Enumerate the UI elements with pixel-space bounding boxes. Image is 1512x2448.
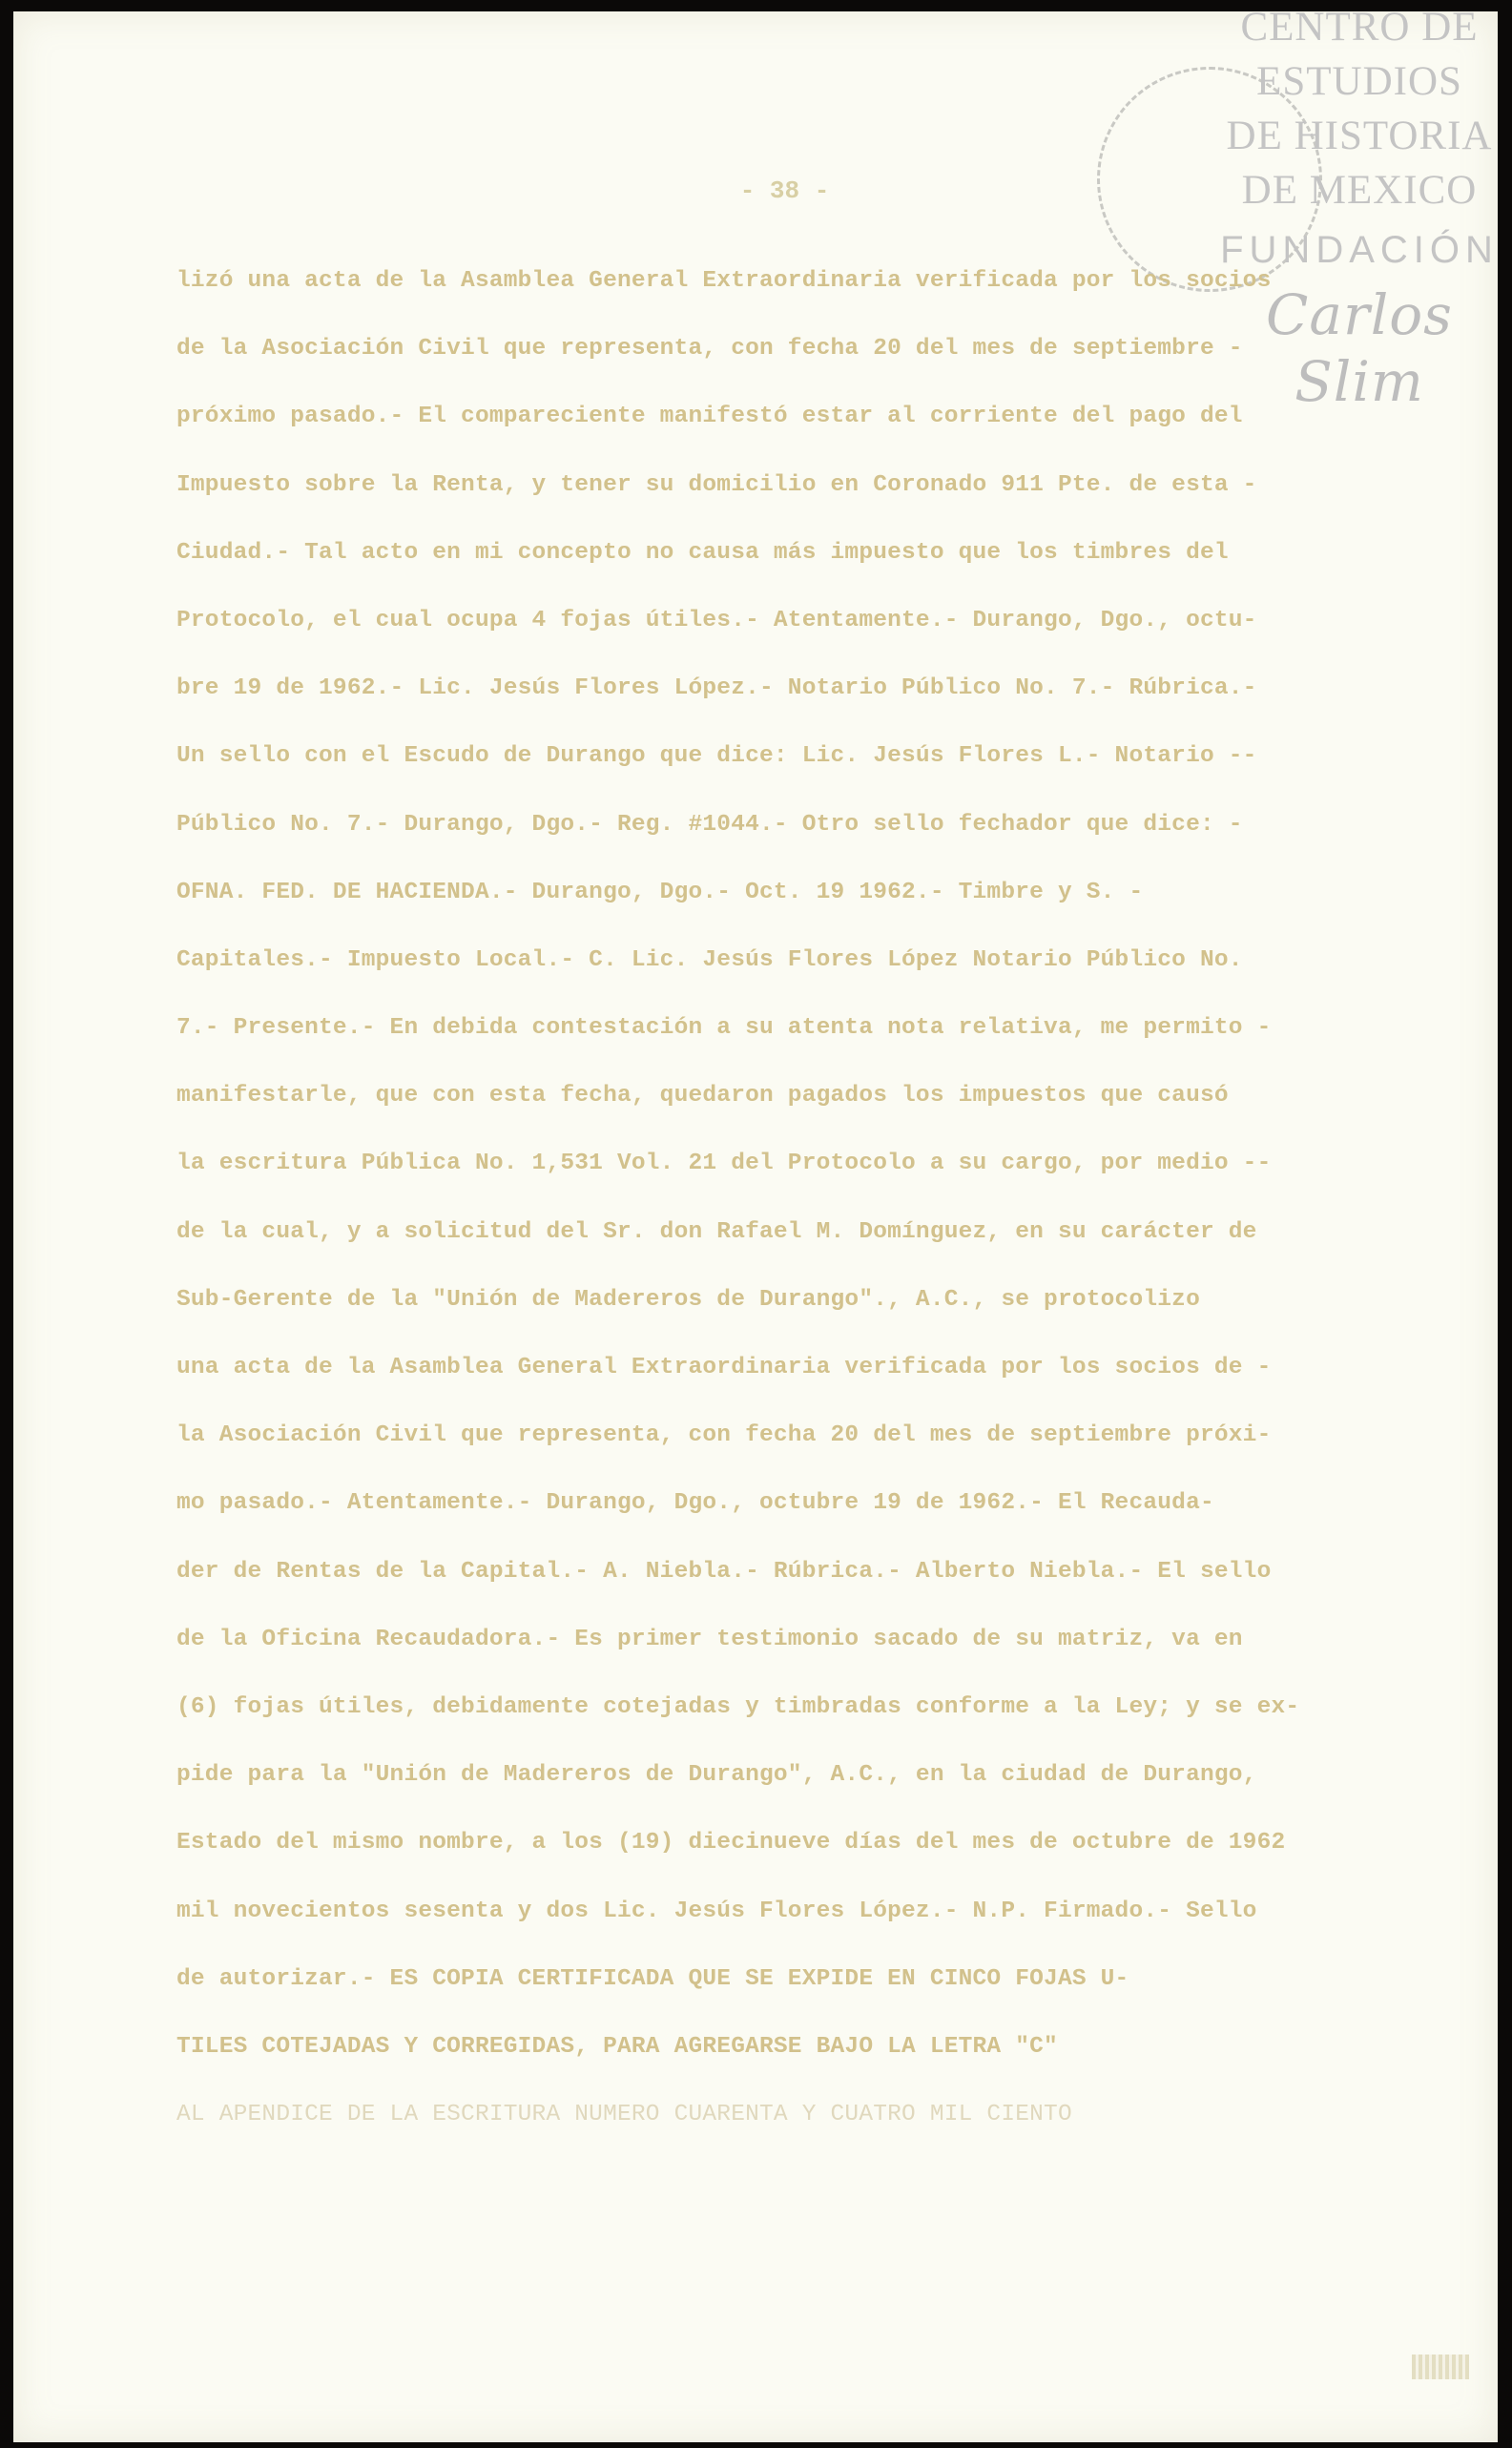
- text-line: Impuesto sobre la Renta, y tener su domicilio en Coronado 911 Pte. de esta -: [176, 471, 1257, 498]
- watermark-signature: Carlos Slim: [1266, 282, 1453, 414]
- watermark-line: FUNDACIÓN: [1220, 229, 1499, 271]
- text-line: de autorizar.- ES COPIA CERTIFICADA QUE SE EXPIDE EN CINCO FOJAS U-: [176, 1965, 1129, 1992]
- text-line: Público No. 7.- Durango, Dgo.- Reg. #1044.- Otro sello fechador que dice: -: [176, 811, 1243, 838]
- watermark-line: DE MEXICO: [1241, 168, 1478, 213]
- watermark-line: ESTUDIOS: [1256, 59, 1462, 104]
- scan-edge-mark-icon: [1412, 2355, 1469, 2379]
- text-line: Sub-Gerente de la "Unión de Madereros de Durango"., A.C., se protocolizo: [176, 1286, 1200, 1313]
- text-line: 7.- Presente.- En debida contestación a su atenta nota relativa, me permito -: [176, 1015, 1272, 1042]
- watermark-line: CENTRO DE: [1240, 5, 1479, 50]
- text-line: de la cual, y a solicitud del Sr. don Rafael M. Domínguez, en su carácter de: [176, 1218, 1257, 1245]
- text-line: la Asociación Civil que representa, con fecha 20 del mes de septiembre próxi-: [176, 1422, 1272, 1449]
- text-line: Estado del mismo nombre, a los (19) diecinueve días del mes de octubre de 1962: [176, 1830, 1286, 1857]
- text-line: Ciudad.- Tal acto en mi concepto no causa más impuesto que los timbres del: [176, 539, 1229, 566]
- text-line: manifestarle, que con esta fecha, quedaron pagados los impuestos que causó: [176, 1083, 1229, 1110]
- page-number: - 38 -: [739, 176, 830, 205]
- text-line: de la Oficina Recaudadora.- Es primer testimonio sacado de su matriz, va en: [176, 1626, 1243, 1652]
- text-line: mo pasado.- Atentamente.- Durango, Dgo., octubre 19 de 1962.- El Recauda-: [176, 1490, 1214, 1517]
- text-line: la escritura Pública No. 1,531 Vol. 21 del Protocolo a su cargo, por medio --: [176, 1151, 1272, 1177]
- text-line: de la Asociación Civil que representa, con fecha 20 del mes de septiembre -: [176, 336, 1243, 363]
- text-line: OFNA. FED. DE HACIENDA.- Durango, Dgo.- Oct. 19 1962.- Timbre y S. -: [176, 879, 1144, 905]
- text-line: der de Rentas de la Capital.- A. Niebla.- Rúbrica.- Alberto Niebla.- El sello: [176, 1558, 1272, 1585]
- document-body: [176, 258, 1398, 2159]
- text-line: bre 19 de 1962.- Lic. Jesús Flores López.- Notario Público No. 7.- Rúbrica.-: [176, 675, 1257, 702]
- text-line: (6) fojas útiles, debidamente cotejadas y timbradas conforme a la Ley; y se ex-: [176, 1693, 1300, 1720]
- text-line: pide para la "Unión de Madereros de Durango", A.C., en la ciudad de Durango,: [176, 1762, 1257, 1789]
- text-line: Protocolo, el cual ocupa 4 fojas útiles.- Atentamente.- Durango, Dgo., octu-: [176, 607, 1257, 633]
- text-line: Un sello con el Escudo de Durango que dice: Lic. Jesús Flores L.- Notario --: [176, 743, 1257, 770]
- text-line: mil novecientos sesenta y dos Lic. Jesús Flores López.- N.P. Firmado.- Sello: [176, 1898, 1257, 1924]
- text-line: próximo pasado.- El compareciente manifestó estar al corriente del pago del: [176, 404, 1243, 430]
- text-line: lizó una acta de la Asamblea General Extraordinaria verificada por los socios: [176, 268, 1272, 294]
- text-line: una acta de la Asamblea General Extraordinaria verificada por los socios de -: [176, 1355, 1272, 1380]
- text-line: TILES COTEJADAS Y CORREGIDAS, PARA AGREGARSE BAJO LA LETRA "C": [176, 2033, 1058, 2060]
- text-line: AL APENDICE DE LA ESCRITURA NUMERO CUARENTA Y CUATRO MIL CIENTO: [176, 2102, 1072, 2128]
- text-line: Capitales.- Impuesto Local.- C. Lic. Jesús Flores López Notario Público No.: [176, 946, 1243, 973]
- watermark-line: DE HISTORIA: [1226, 114, 1493, 158]
